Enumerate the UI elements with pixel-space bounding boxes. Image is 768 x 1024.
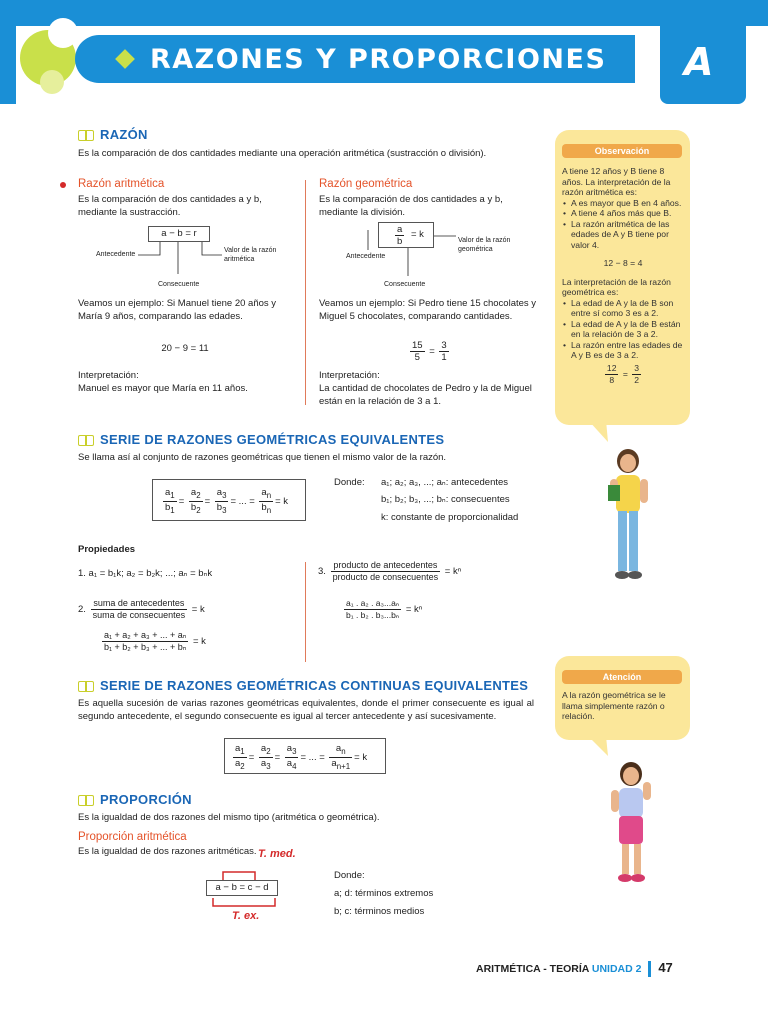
razon-geometrica-def: Es la comparación de dos cantidades a y b, mediante la división.	[319, 194, 503, 218]
donde-label: Donde:	[334, 870, 365, 881]
atencion-text: A la razón geométrica se le llama simplemente razón o relación.	[562, 690, 666, 721]
donde-label: Donde:	[334, 477, 365, 488]
observacion-list-item: • A tiene 4 años más que B.	[562, 208, 684, 219]
calc-aritmetica: 20 − 9 = 11	[161, 343, 209, 354]
formula-box: a − b = r	[148, 226, 210, 242]
propiedades-title: Propiedades	[78, 544, 136, 555]
speech-tail	[588, 736, 610, 758]
razon-geometrica-title: Razón geométrica	[319, 178, 413, 190]
label-valor-razon: Valor de la razón aritmética	[224, 247, 277, 263]
observacion-list-item: • A es mayor que B en 4 años.	[562, 198, 684, 209]
continuas-formula-box: $\frac{a_1}{a_2}$ = $\frac{a_2}{a_3}$ = $\frac{a_3}{a_4}$ = ... = $\frac{a_n}{a_{n+1}}$ = k	[224, 738, 386, 774]
calc-geometrica: $\frac{15}{5}$ = $\frac{3}{1}$	[412, 340, 447, 363]
observacion-list-item: • La edad de A y la de B están en la relación de 3 a 2.	[562, 319, 684, 340]
observacion-list-item: • La razón entre las edades de A y B es de 3 a 2.	[562, 340, 684, 361]
frac-eq: = k	[411, 229, 424, 240]
frac-den: b	[397, 236, 403, 247]
section-title-proporcion: PROPORCIÓN	[100, 792, 192, 807]
donde-constante: k: constante de proporcionalidad	[381, 512, 519, 523]
header-top-band	[0, 0, 768, 26]
razon-aritmetica-def: Es la comparación de dos cantidades a y b, mediante la sustracción.	[78, 194, 262, 218]
section-title-razon: RAZÓN	[100, 127, 148, 142]
razon-aritmetica-title: Razón aritmética	[78, 178, 165, 190]
observacion-head: Observación	[562, 144, 682, 158]
label-valor-razon: Valor de la razón geométrica	[458, 237, 511, 253]
formula-arrows	[360, 230, 460, 280]
book-icon	[78, 130, 94, 141]
continuas-text: Es aquella sucesión de varias razones geométricas equivalentes, donde el primer consecuente es igual al segundo antecedente, el segundo consecuente es igual al tercer antecedente y así sucesivamente.	[78, 698, 534, 722]
atencion-head: Atención	[562, 670, 682, 684]
page-title: RAZONES Y PROPORCIONES	[150, 44, 607, 75]
propiedad-1: 1. a₁ = b₁k; a₂ = b₂k; ...; aₙ = bₙk	[78, 568, 213, 579]
ejemplo-aritmetica: Veamos un ejemplo: Si Manuel tiene 20 años y María 9 años, comparando las edades.	[78, 298, 277, 322]
formula-arrows	[120, 240, 230, 280]
student-illustration	[600, 445, 660, 585]
interp-label: Interpretación:	[78, 370, 139, 381]
terminos-extremos: a; d: términos extremos	[334, 888, 434, 899]
propiedad-3-prod: $\frac{\text{a₁ . a₂ . a₃...aₙ}}{\text{b₁ . b₂ . b₃...bₙ}}$ = kⁿ	[346, 598, 423, 620]
interp-aritmetica: Manuel es mayor que María en 11 años.	[78, 383, 248, 394]
proporcion-aritmetica-title: Proporción aritmética	[78, 831, 187, 843]
header-left-band	[0, 0, 16, 104]
proporcion-aritmetica-def: Es la igualdad de dos razones aritméticas.	[78, 846, 257, 857]
footer-course: ARITMÉTICA - TEORÍA	[476, 963, 589, 975]
donde-consecuentes: b₁; b₂; b₃, ...; bₙ: consecuentes	[381, 494, 510, 505]
section-letter: A	[684, 40, 714, 84]
label-antecedente: Antecedente	[346, 253, 386, 260]
razon-intro: Es la comparación de dos cantidades mediante una operación aritmética (sustracción o división).	[78, 148, 487, 159]
column-divider	[305, 180, 306, 405]
donde-antecedentes: a₁; a₂; a₃, ...; aₙ: antecedentes	[381, 477, 509, 488]
propiedad-2: 2. $\frac{\text{suma de antecedentes}}{\text{suma de consecuentes}}$ = k	[78, 598, 205, 620]
speech-tail	[588, 420, 610, 444]
book-icon	[78, 795, 94, 806]
page-number: 47	[658, 960, 673, 975]
section-title-continuas: SERIE DE RAZONES GEOMÉTRICAS CONTINUAS EQUIVALENTES	[100, 678, 529, 693]
decor-circle	[40, 70, 64, 94]
terminos-medios: b; c: términos medios	[334, 906, 425, 917]
column-divider	[305, 562, 306, 662]
interp-label: Interpretación:	[319, 370, 380, 381]
label-antecedente: Antecedente	[96, 251, 136, 258]
footer-unit: UNIDAD 2	[591, 963, 642, 975]
student-illustration	[605, 760, 660, 885]
book-icon	[78, 435, 94, 446]
serie-intro: Se llama así al conjunto de razones geométricas que tienen el mismo valor de la razón.	[78, 452, 447, 463]
handwritten-note: T. med.	[258, 848, 296, 860]
section-title-serie: SERIE DE RAZONES GEOMÉTRICAS EQUIVALENTES	[100, 432, 445, 447]
red-dot	[60, 182, 66, 188]
proporcion-formula-box: a − b = c − d	[206, 880, 278, 896]
proporcion-intro: Es la igualdad de dos razones del mismo tipo (aritmética o geométrica).	[78, 812, 380, 823]
observacion-list-item: • La edad de A y la de B son entre sí como 3 es a 2.	[562, 298, 684, 319]
label-consecuente: Consecuente	[158, 281, 200, 288]
footer-divider	[648, 961, 651, 977]
decor-circle	[48, 18, 78, 48]
frac-num: a	[397, 224, 403, 235]
label-consecuente: Consecuente	[384, 281, 426, 288]
propiedad-3: 3. $\frac{\text{producto de antecedentes}}{\text{producto de consecuentes}}$ = kⁿ	[318, 560, 462, 582]
book-icon	[78, 681, 94, 692]
serie-formula-box: $\frac{a_1}{b_1}$ = $\frac{a_2}{b_2}$ = $\frac{a_3}{b_3}$ = ... = $\frac{a_n}{b_n}$ = k	[152, 479, 306, 521]
handwritten-note: T. ex.	[232, 910, 260, 922]
page-footer	[476, 960, 673, 977]
interp-geometrica: La cantidad de chocolates de Pedro y la de Miguel están en la relación de 3 a 1.	[319, 383, 532, 407]
observacion-text: A tiene 12 años y B tiene 8 años. La interpretación de la razón aritmética es: • A es mayor que B en 4 años. • A tiene 4 años más que B. • La razón aritmética de las edades de A y B tiene por valor 4. 12 − 8 = 4 La interpretación de la razón geométrica es: • La edad de A y la de B son entre sí como 3 es a 2. • La edad de A y la de B están en la relación de 3 a 2. • La razón entre las edades de A y B es de 3 a 2. $\frac{12}{8}$ = $\frac{3}{2}$	[562, 166, 684, 386]
observacion-list-item: • La razón aritmética de las edades de A y B tiene por valor 4.	[562, 219, 684, 251]
ejemplo-geometrica: Veamos un ejemplo: Si Pedro tiene 15 chocolates y Miguel 5 chocolates, comparando cantidades.	[319, 298, 537, 322]
propiedad-2-sum: $\frac{\text{a₁ + a₂ + a₃ + ... + aₙ}}{\text{b₁ + b₂ + b₃ + ... + bₙ}}$ = k	[104, 630, 206, 652]
